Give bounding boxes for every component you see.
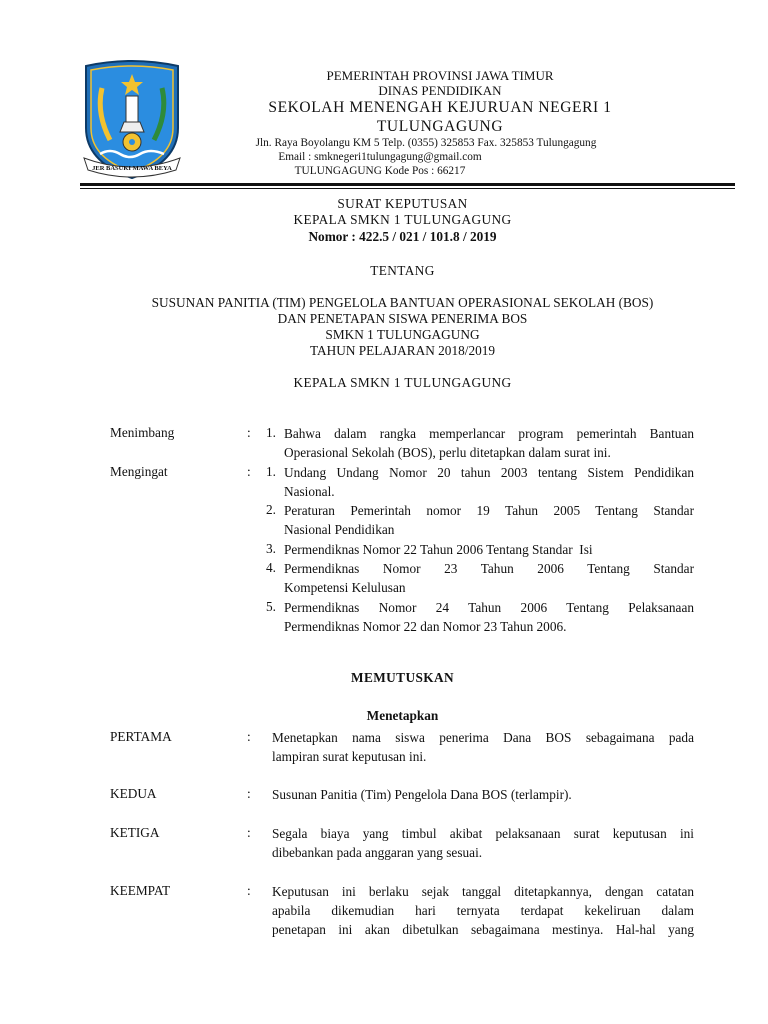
pertama-label: PERTAMA bbox=[110, 729, 172, 744]
keempat-text-line2: apabila dikemudian hari ternyata terdapat kekeliruan dalam bbox=[272, 903, 694, 918]
mengingat-item-2-line2: Nasional Pendidikan bbox=[284, 522, 395, 537]
doc-subject-line3: SMKN 1 TULUNGAGUNG bbox=[325, 327, 480, 342]
pertama-text-line2: lampiran surat keputusan ini. bbox=[272, 749, 427, 764]
mengingat-item-4-line2: Kompetensi Kelulusan bbox=[284, 580, 406, 595]
menimbang-label: Menimbang bbox=[110, 425, 175, 440]
menetapkan-heading: Menetapkan bbox=[366, 708, 439, 723]
menimbang-text-line1: Bahwa dalam rangka memperlancar program pemerintah Bantuan bbox=[284, 426, 694, 441]
mengingat-item-5-line1: Permendiknas Nomor 24 Tahun 2006 Tentang Pelaksanaan bbox=[284, 600, 694, 615]
kop-school-city: TULUNGAGUNG bbox=[376, 118, 504, 135]
ketiga-text-line2: dibebankan pada anggaran yang sesuai. bbox=[272, 845, 483, 860]
mengingat-colon: : bbox=[247, 464, 251, 479]
keempat-text-line3: penetapan ini akan dibetulkan sebagaimana mestinya. Hal-hal yang bbox=[272, 922, 694, 937]
menimbang-colon: : bbox=[247, 425, 251, 440]
keempat-text-line1: Keputusan ini berlaku sejak tanggal ditetapkannya, dengan catatan bbox=[272, 884, 694, 899]
ketiga-label: KETIGA bbox=[110, 825, 160, 840]
kedua-label: KEDUA bbox=[110, 786, 157, 801]
kop-address: Jln. Raya Boyolangu KM 5 Telp. (0355) 325853 Fax. 325853 Tulungagung bbox=[255, 137, 597, 149]
keempat-label: KEEMPAT bbox=[110, 883, 171, 898]
kop-government: PEMERINTAH PROVINSI JAWA TIMUR bbox=[326, 68, 554, 83]
kop-school-name: SEKOLAH MENENGAH KEJURUAN NEGERI 1 bbox=[268, 99, 612, 116]
doc-subject-line2: DAN PENETAPAN SISWA PENERIMA BOS bbox=[277, 311, 528, 326]
doc-issuer-2: KEPALA SMKN 1 TULUNGAGUNG bbox=[293, 375, 512, 390]
pertama-colon: : bbox=[247, 729, 251, 744]
mengingat-item-5-line2: Permendiknas Nomor 22 dan Nomor 23 Tahun 2006. bbox=[284, 619, 567, 634]
ketiga-text-line1: Segala biaya yang timbul akibat pelaksanaan surat keputusan ini bbox=[272, 826, 694, 841]
mengingat-item-4-num: 4. bbox=[266, 560, 276, 575]
mengingat-item-2-line1: Peraturan Pemerintah nomor 19 Tahun 2005 Tentang Standar bbox=[284, 503, 694, 518]
pertama-text-line1: Menetapkan nama siswa penerima Dana BOS sebagaimana pada bbox=[272, 730, 694, 745]
east-java-emblem-icon bbox=[80, 58, 184, 182]
mengingat-item-1-line1: Undang Undang Nomor 20 tahun 2003 tentang Sistem Pendidikan bbox=[284, 465, 694, 480]
mengingat-item-3-line1: Permendiknas Nomor 22 Tahun 2006 Tentang Standar Isi bbox=[284, 542, 593, 557]
letterhead-divider-thin bbox=[80, 188, 735, 189]
mengingat-item-3-num: 3. bbox=[266, 541, 276, 556]
keempat-colon: : bbox=[247, 883, 251, 898]
kedua-colon: : bbox=[247, 786, 251, 801]
mengingat-item-1-line2: Nasional. bbox=[284, 484, 335, 499]
mengingat-item-4-line1: Permendiknas Nomor 23 Tahun 2006 Tentang Standar bbox=[284, 561, 694, 576]
doc-issuer: KEPALA SMKN 1 TULUNGAGUNG bbox=[293, 212, 512, 227]
memutuskan-heading: MEMUTUSKAN bbox=[351, 670, 454, 685]
logo-ribbon-text: JER BASUKI MAWA BEYA bbox=[92, 165, 172, 172]
mengingat-item-5-num: 5. bbox=[266, 599, 276, 614]
doc-subject-line4: TAHUN PELAJARAN 2018/2019 bbox=[309, 343, 496, 358]
doc-number: Nomor : 422.5 / 021 / 101.8 / 2019 bbox=[308, 229, 497, 244]
kedua-text-line1: Susunan Panitia (Tim) Pengelola Dana BOS (terlampir). bbox=[272, 787, 572, 802]
kop-postal: TULUNGAGUNG Kode Pos : 66217 bbox=[294, 165, 466, 177]
ketiga-colon: : bbox=[247, 825, 251, 840]
kop-department: DINAS PENDIDIKAN bbox=[378, 83, 502, 98]
menimbang-num: 1. bbox=[266, 425, 276, 440]
doc-type: SURAT KEPUTUSAN bbox=[337, 196, 468, 211]
mengingat-label: Mengingat bbox=[110, 464, 168, 479]
menimbang-text-line2: Operasional Sekolah (BOS), perlu ditetapkan dalam surat ini. bbox=[284, 445, 611, 460]
doc-tentang: TENTANG bbox=[370, 263, 435, 278]
doc-subject-line1: SUSUNAN PANITIA (TIM) PENGELOLA BANTUAN OPERASIONAL SEKOLAH (BOS) bbox=[151, 295, 654, 310]
mengingat-item-2-num: 2. bbox=[266, 502, 276, 517]
letterhead-divider bbox=[80, 183, 735, 186]
mengingat-item-1-num: 1. bbox=[266, 464, 276, 479]
kop-email: Email : smknegeri1tulungagung@gmail.com bbox=[278, 151, 482, 163]
